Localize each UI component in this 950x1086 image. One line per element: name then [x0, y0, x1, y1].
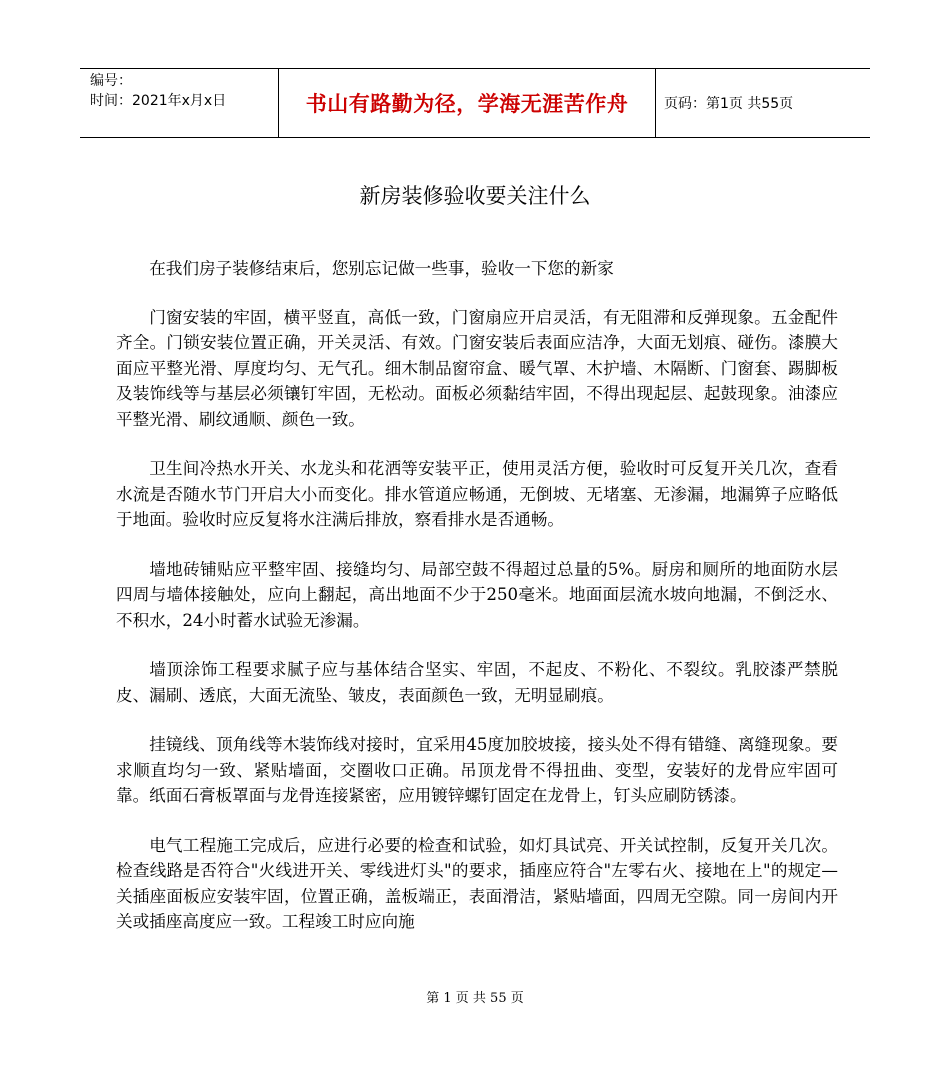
page-footer: 第 1 页 共 55 页	[426, 991, 524, 1006]
document-body	[116, 256, 838, 959]
paragraph-electrical: 电气工程施工完成后，应进行必要的检查和试验，如灯具试亮、开关试控制，反复开关几次。检查线路是否符合"火线进开关、零线进灯头"的要求，插座应符合"左零右火、接地在上"的规定—关插座面板应安装牢固，位置正确，盖板端正，表面滑洁，紧贴墙面，四周无空隙。同一房间内开关或插座高度应一致。工程竣工时应向施	[116, 835, 838, 931]
paragraph-wall-coating: 墙顶涂饰工程要求腻子应与基体结合坚实、牢固，不起皮、不粉化、不裂纹。乳胶漆严禁脱皮、漏刷、透底，大面无流坠、皱皮，表面颜色一致，无明显刷痕。	[116, 660, 838, 705]
document-number-label: 编号：	[90, 73, 132, 89]
paragraph-bathroom: 卫生间冷热水开关、水龙头和花洒等安装平正，使用灵活方便，验收时可反复开关几次，查看水流是否随水节门开启大小而变化。排水管道应畅通，无倒坡、无堵塞、无渗漏，地漏箅子应略低于地面。验收时应反复将水注满后排放，察看排水是否通畅。	[116, 459, 838, 529]
paragraph-doors-windows: 门窗安装的牢固，横平竖直，高低一致，门窗扇应开启灵活，有无阻滞和反弹现象。五金配件齐全。门锁安装位置正确，开关灵活、有效。门窗安装后表面应洁净，大面无划痕、碰伤。漆膜大面应平整光滑、厚度均匀、无气孔。细木制品窗帘盒、暖气罩、木护墙、木隔断、门窗套、踢脚板及装饰线等与基层必须镶钉牢固，无松动。面板必须黏结牢固，不得出现起层、起鼓现象。油漆应平整光滑、刷纹通顺、颜色一致。	[116, 307, 838, 429]
paragraph-wood-trim: 挂镜线、顶角线等木装饰线对接时，宜采用45度加胶坡接，接头处不得有错缝、离缝现象。要求顺直均匀一致、紧贴墙面，交圈收口正确。吊顶龙骨不得扭曲、变型，安装好的龙骨应牢固可靠。纸面石膏板罩面与龙骨连接紧密，应用镀锌螺钉固定在龙骨上，钉头应刷防锈漆。	[116, 735, 838, 805]
paragraph-tiles: 墙地砖铺贴应平整牢固、接缝均匀、局部空鼓不得超过总量的5%。厨房和厕所的地面防水层四周与墙体接触处，应向上翻起，高出地面不少于250毫米。地面面层流水坡向地漏，不倒泛水、不积水，24小时蓄水试验无渗漏。	[116, 559, 838, 630]
header-meta	[80, 69, 279, 137]
document-date: 时间：2021年x月x日	[90, 93, 227, 109]
document-title: 新房装修验收要关注什么	[359, 184, 591, 208]
document-header	[80, 68, 870, 138]
header-page-info: 页码：第1页 共55页	[664, 96, 794, 112]
paragraph-intro: 在我们房子装修结束后，您别忘记做一些事，验收一下您的新家	[149, 259, 614, 278]
header-motto: 书山有路勤为径，学海无涯苦作舟	[279, 69, 656, 137]
